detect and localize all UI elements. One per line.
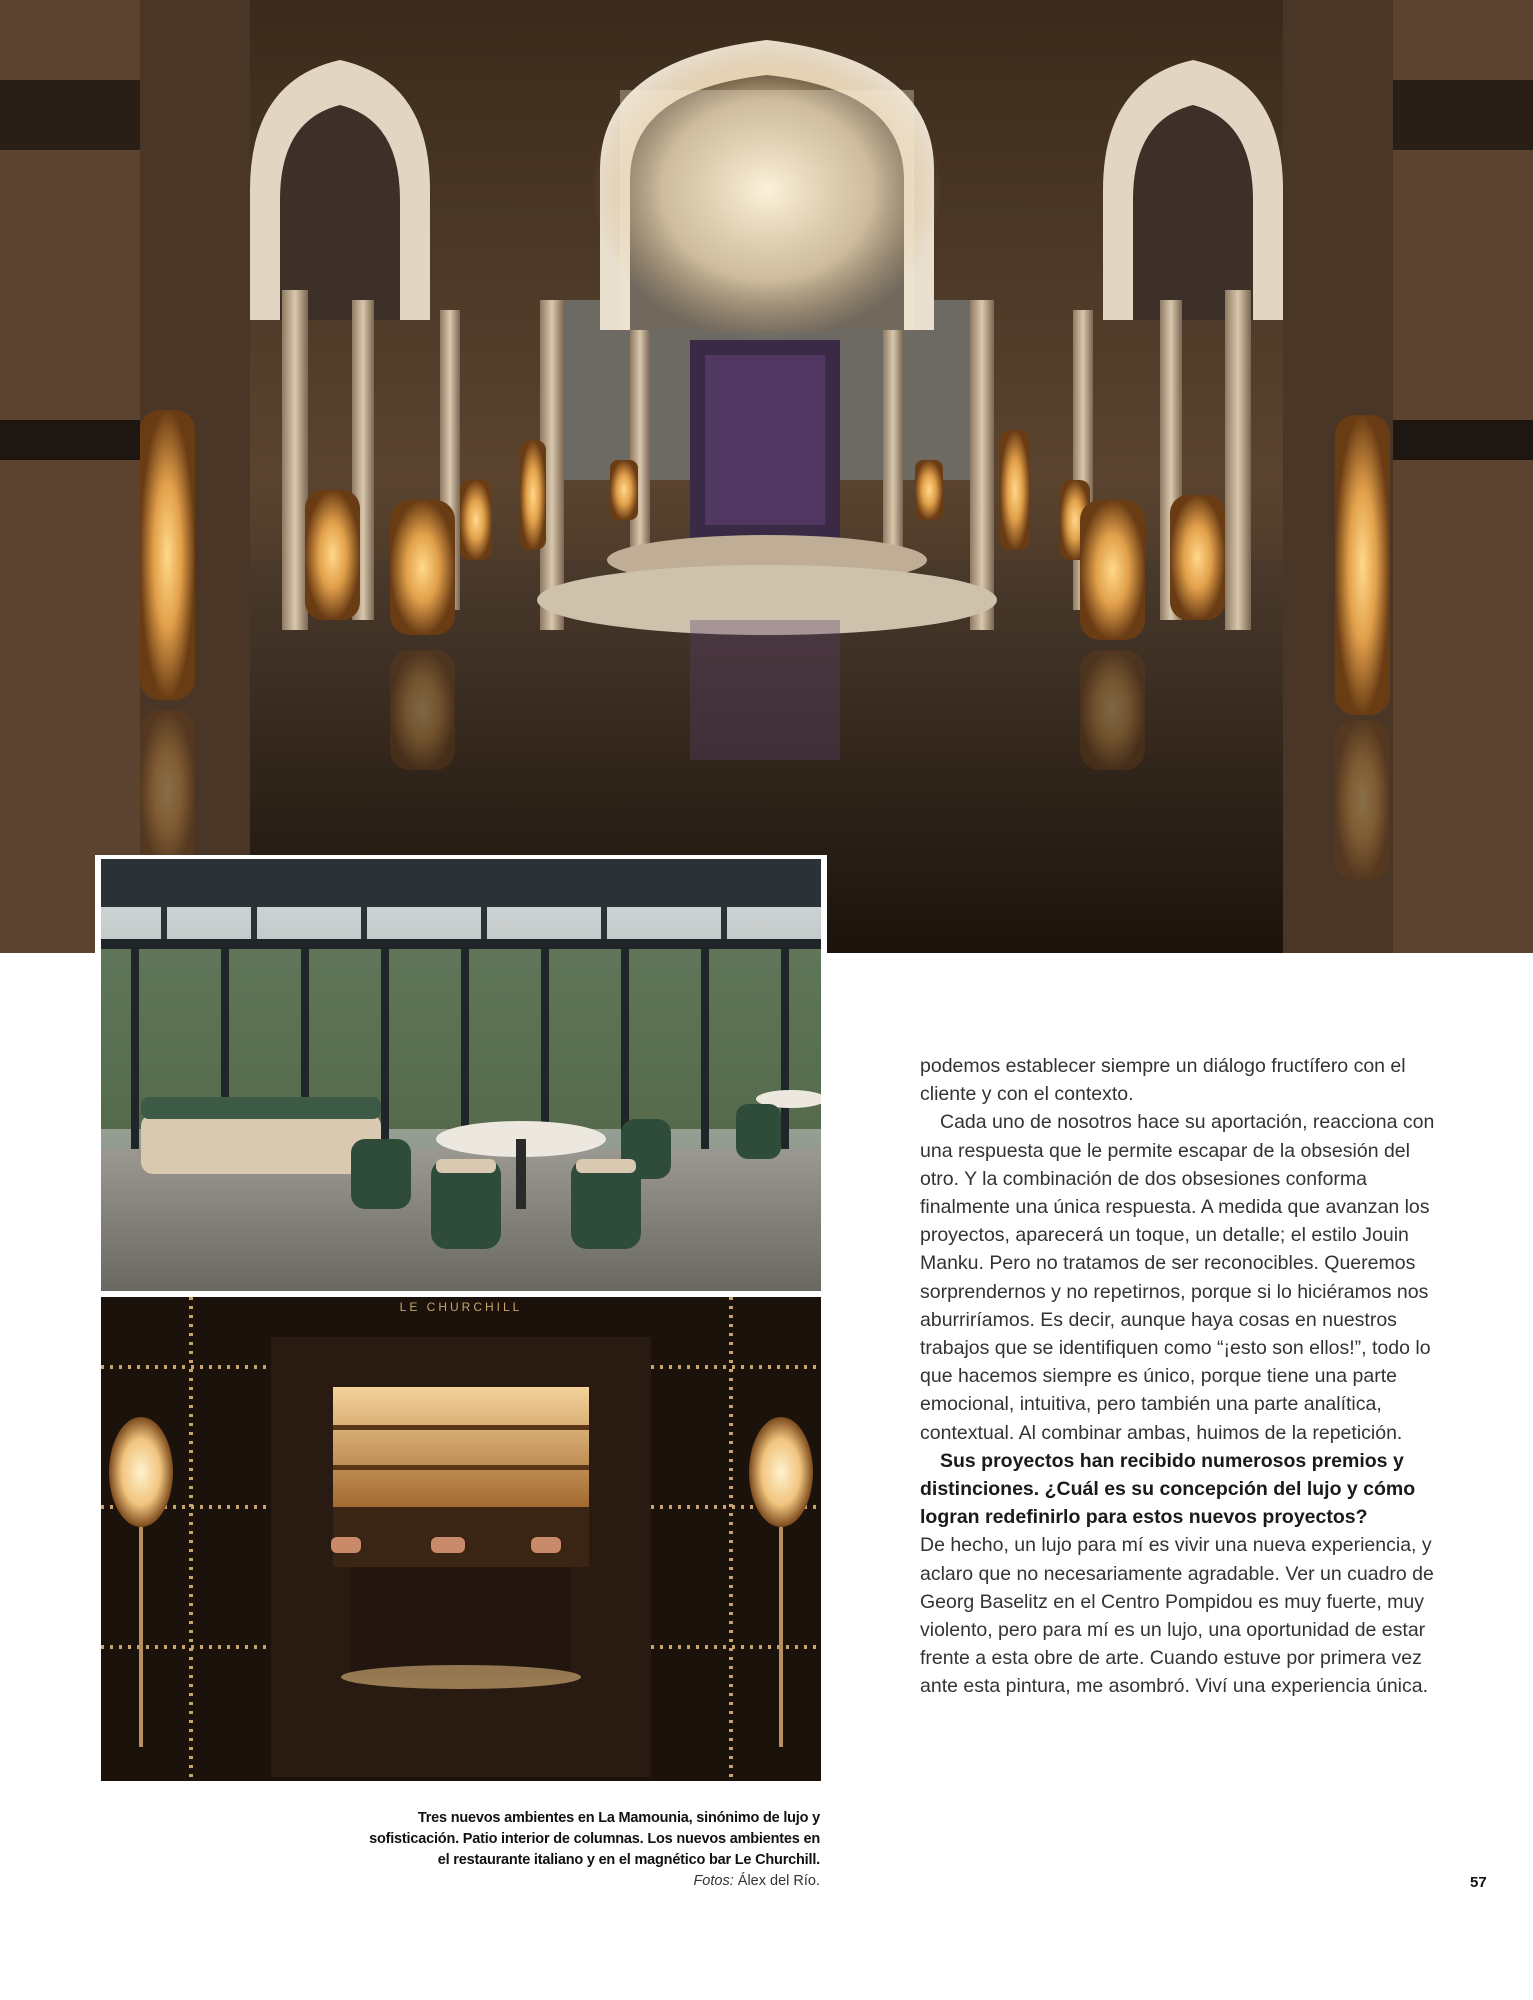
inset-photos xyxy=(95,855,827,1785)
article-paragraph: Cada uno de nosotros hace su aportación, reacciona con una respuesta que le permite escapar de la obsesión del otro. Y la combinación de dos obsesiones conforma finalmente una única respuesta. A medida que avanzan los proyectos, aparecerá un toque, un detalle; el estilo Jouin Manku. Pero no tratamos de ser reconocibles. Queremos sorprendernos y no repetirnos, porque si lo hiciéramos nos aburriríamos. Es decir, aunque haya cosas en nuestros trabajos que se identifiquen como “¡esto son ellos!”, todo lo que hacemos siempre es único, porque tiene una parte emocional, intuitiva, pero también una parte analítica, contextual. Al combinar ambas, huimos de la repetición. xyxy=(920,1111,1435,1444)
restaurant-photo xyxy=(101,859,821,1291)
article-paragraph: De hecho, un lujo para mí es vivir una nueva experiencia, y aclaro que no necesariamente agradable. Ver un cuadro de Georg Baselitz en el Centro Pompidou es muy fuerte, muy violento, pero para mí es un lujo, una oportunidad de estar frente a esta obre de arte. Cuando estuve por primera vez ante esta pintura, me asombró. Viví una experiencia única. xyxy=(920,1534,1434,1698)
photo-credit-label: Fotos: xyxy=(693,1873,734,1889)
photo-caption xyxy=(360,1808,820,1892)
photo-credit-name: Álex del Río. xyxy=(737,1873,820,1889)
article-body xyxy=(920,1052,1440,1701)
interview-question: Sus proyectos han recibido numerosos premios y distinciones. ¿Cuál es su concepción del lujo y cómo logran redefinirlo para estos nuevos proyectos? xyxy=(920,1449,1416,1529)
caption-text: Tres nuevos ambientes en La Mamounia, sinónimo de lujo y sofisticación. Patio interior de columnas. Los nuevos ambientes en el restaurante italiano y en el magnético bar Le Churchill. xyxy=(369,1810,820,1868)
bar-sign: LE CHURCHILL xyxy=(399,1300,523,1314)
photo-credit xyxy=(360,1871,820,1892)
article-paragraph: podemos establecer siempre un diálogo fructífero con el cliente y con el contexto. xyxy=(920,1055,1406,1106)
hero-photo xyxy=(0,0,1533,953)
page-number: 57 xyxy=(1470,1874,1487,1891)
bar-photo xyxy=(101,1297,821,1781)
